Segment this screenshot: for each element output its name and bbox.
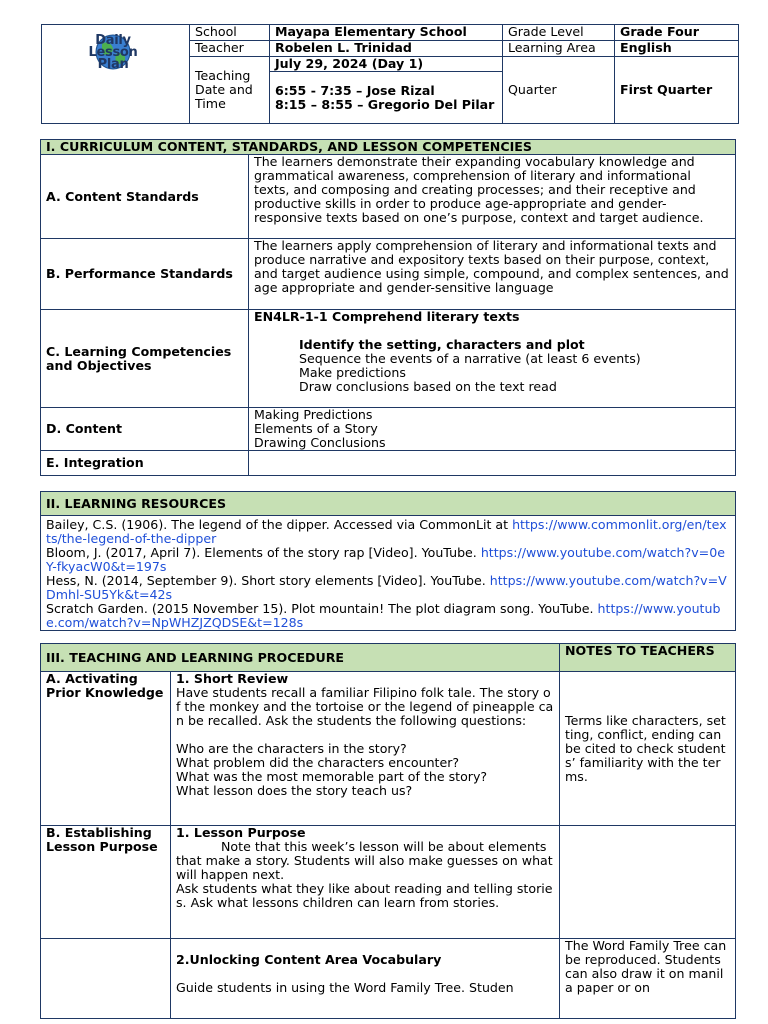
reference-text: Hess, N. (2014, September 9). Short story elements [Video]. YouTube. — [46, 573, 490, 588]
school-label: School — [190, 25, 270, 41]
establishing-text: Note that this week’s lesson will be about elements that make a story. Students will also make guesses on what will happen next. — [176, 839, 553, 882]
activating-heading: 1. Short Review — [176, 671, 289, 686]
competency-code: EN4LR-1-1 Comprehend literary texts — [254, 309, 520, 324]
reference-link[interactable]: https://www.youtube.com/watch?v=0eY-fkyacW0&t=197s — [46, 545, 725, 574]
notes-title: NOTES TO TEACHERS — [560, 644, 736, 672]
reference-item — [46, 574, 730, 602]
activating-label: A. Activating Prior Knowledge — [41, 672, 171, 826]
teacher-label: Teacher — [190, 41, 270, 57]
quarter-value: First Quarter — [615, 57, 739, 124]
area-label: Learning Area — [503, 41, 615, 57]
content-d-cell — [249, 408, 736, 451]
competency-objective: Identify the setting, characters and plot — [299, 337, 585, 352]
activating-question: What problem did the characters encounter? — [176, 755, 460, 770]
procedure-table — [40, 643, 736, 1019]
vocabulary-heading: 2.Unlocking Content Area Vocabulary — [176, 952, 442, 967]
activating-question: What was the most memorable part of the story? — [176, 769, 488, 784]
area-value: English — [615, 41, 739, 57]
vocabulary-text: Guide students in using the Word Family Tree. Studen — [176, 980, 514, 995]
reference-text: Bloom, J. (2017, April 7). Elements of the story rap [Video]. YouTube. — [46, 545, 481, 560]
time-value: 6:55 - 7:35 – Jose Rizal 8:15 – 8:55 – Gregorio Del Pilar — [270, 72, 503, 124]
vocabulary-label-cell — [41, 939, 171, 1019]
activating-cell — [171, 672, 560, 826]
resources-table — [40, 491, 736, 631]
reference-link[interactable]: https://www.commonlit.org/en/texts/the-legend-of-the-dipper — [46, 517, 727, 546]
school-value: Mayapa Elementary School — [270, 25, 503, 41]
establishing-label: B. Establishing Lesson Purpose — [41, 826, 171, 939]
grade-label: Grade Level — [503, 25, 615, 41]
daily-lesson-plan-logo — [82, 32, 144, 72]
curriculum-table — [40, 139, 736, 476]
section2-title: II. LEARNING RESOURCES — [41, 492, 736, 516]
integration-value — [249, 451, 736, 476]
content-d-label: D. Content — [41, 408, 249, 451]
competency-item: Make predictions — [299, 365, 406, 380]
competency-item: Draw conclusions based on the text read — [299, 379, 557, 394]
vocabulary-note: The Word Family Tree can be reproduced. Students can also draw it on manila paper or on — [560, 939, 736, 1019]
content-d-item: Making Predictions — [254, 407, 373, 422]
section1-title: I. CURRICULUM CONTENT, STANDARDS, AND LESSON COMPETENCIES — [41, 140, 736, 155]
activating-question: Who are the characters in the story? — [176, 741, 407, 756]
establishing-note — [560, 826, 736, 939]
content-standards-label: A. Content Standards — [41, 155, 249, 239]
resources-section — [40, 491, 736, 631]
reference-item — [46, 518, 730, 546]
activating-note: Terms like characters, setting, conflict, ending can be cited to check students’ familiarity with the terms. — [560, 672, 736, 826]
content-d-item: Drawing Conclusions — [254, 435, 386, 450]
content-d-item: Elements of a Story — [254, 421, 378, 436]
competency-item: Sequence the events of a narrative (at least 6 events) — [299, 351, 641, 366]
reference-text: Scratch Garden. (2015 November 15). Plot mountain! The plot diagram song. YouTube. — [46, 601, 598, 616]
reference-item — [46, 602, 730, 630]
header-table — [41, 24, 739, 124]
vocabulary-cell — [171, 939, 560, 1019]
date-label: Teaching Date and Time — [190, 57, 270, 124]
reference-item — [46, 546, 730, 574]
grade-value: Grade Four — [615, 25, 739, 41]
teacher-value: Robelen L. Trinidad — [270, 41, 503, 57]
logo-text: Daily Lesson Plan — [88, 33, 138, 72]
procedure-section — [40, 643, 736, 1019]
quarter-label: Quarter — [503, 57, 615, 124]
header-block — [41, 24, 739, 124]
reference-text: Bailey, C.S. (1906). The legend of the dipper. Accessed via CommonLit at — [46, 517, 513, 532]
section3-title: III. TEACHING AND LEARNING PROCEDURE — [41, 644, 560, 672]
reference-link[interactable]: https://www.youtube.com/watch?v=NpWHZJZQDSE&t=128s — [46, 601, 721, 630]
competencies-cell — [249, 310, 736, 408]
establishing-text: Ask students what they like about reading and telling stories. Ask what lessons children can learn from stories. — [176, 881, 553, 910]
content-standards-text: The learners demonstrate their expanding vocabulary knowledge and grammatical awareness, comprehension of literary and informational texts, and composing and creating processes; and their receptive and productive skills in order to produce age-appropriate and gender-responsive texts based on one’s purpose, context and target audience. — [249, 155, 736, 239]
activating-question: What lesson does the story teach us? — [176, 783, 413, 798]
competencies-label: C. Learning Competencies and Objectives — [41, 310, 249, 408]
date-value: July 29, 2024 (Day 1) — [270, 57, 503, 72]
curriculum-section — [40, 139, 736, 476]
reference-link[interactable]: https://www.youtube.com/watch?v=VDmhl-SU5Yk&t=42s — [46, 573, 727, 602]
integration-label: E. Integration — [41, 451, 249, 476]
activating-text: Have students recall a familiar Filipino folk tale. The story of the monkey and the tortoise or the legend of pineapple can be recalled. Ask the students the following questions: — [176, 685, 554, 728]
performance-standards-label: B. Performance Standards — [41, 239, 249, 310]
performance-standards-text: The learners apply comprehension of literary and informational texts and produce narrative and expository texts based on their purpose, context, and target audience using simple, compound, and complex sentences, and age appropriate and gender-sensitive language — [249, 239, 736, 310]
establishing-cell — [171, 826, 560, 939]
references-cell — [41, 516, 736, 631]
establishing-heading: 1. Lesson Purpose — [176, 825, 306, 840]
